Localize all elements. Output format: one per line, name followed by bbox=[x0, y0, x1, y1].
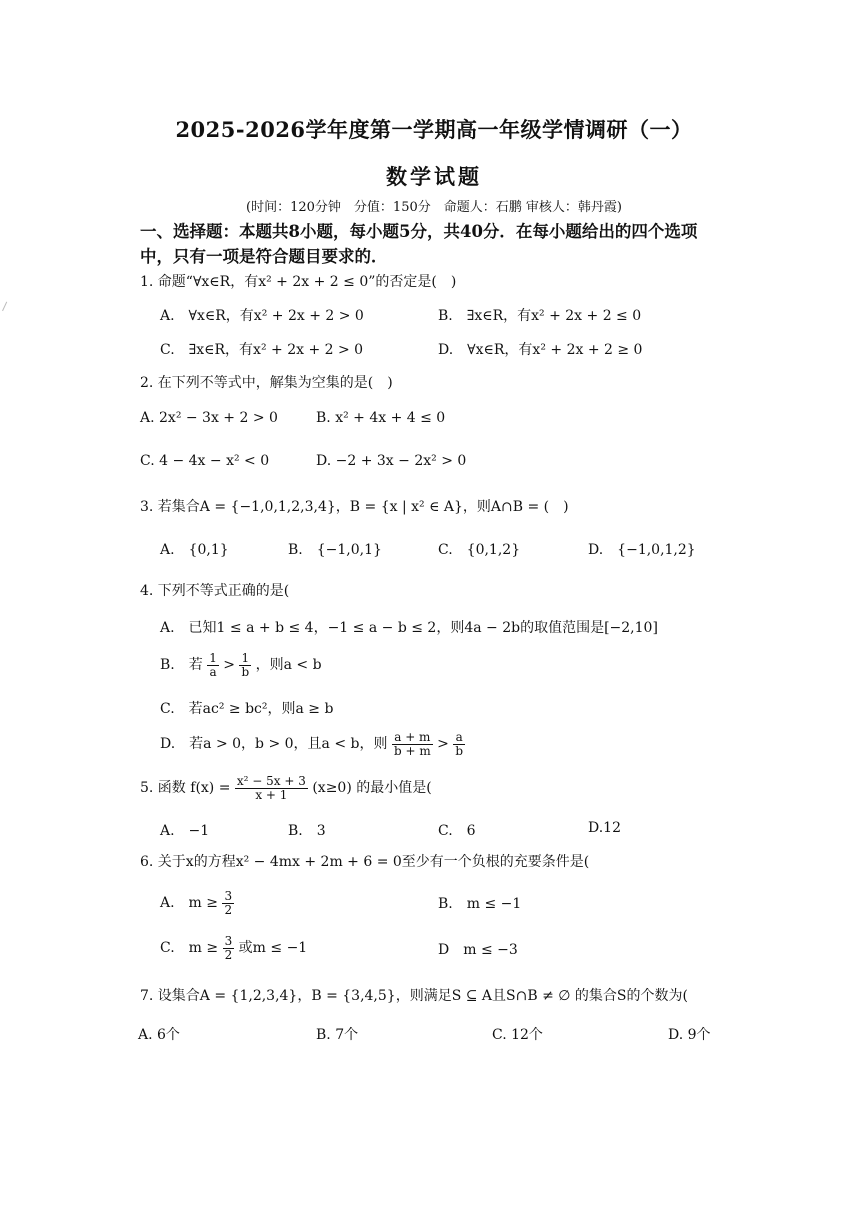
question-7-option-d: D. 9个 bbox=[668, 1027, 711, 1043]
scan-mark bbox=[2, 302, 10, 313]
question-1-option-a: A. ∀x∈R，有x² + 2x + 2 > 0 bbox=[160, 308, 364, 324]
exam-title: 2025-2026学年度第一学期高一年级学情调研（一） bbox=[175, 117, 693, 142]
question-3-option-b: B. {−1,0,1} bbox=[288, 542, 382, 558]
question-5-option-a: A. −1 bbox=[160, 823, 210, 839]
fraction-numerator: 1 bbox=[239, 652, 251, 666]
question-4-option-c: C. 若ac² ≥ bc²，则a ≥ b bbox=[160, 701, 334, 717]
fraction-denominator: a bbox=[209, 664, 217, 679]
question-3-stem: 3. 若集合A = {−1,0,1,2,3,4}，B = {x | x² ∈ A}，则A∩B = ( ) bbox=[140, 499, 569, 515]
fraction-denominator: 2 bbox=[224, 902, 233, 917]
question-2-stem: 2. 在下列不等式中，解集为空集的是( ) bbox=[140, 375, 393, 391]
question-5-prefix: 5. 函数 f(x) = bbox=[140, 780, 231, 797]
question-4-option-b bbox=[160, 652, 322, 678]
question-4-option-b-prefix: B. 若 bbox=[160, 657, 203, 674]
question-1-stem: 1. 命题“∀x∈R，有x² + 2x + 2 ≤ 0”的否定是( ) bbox=[140, 274, 457, 290]
fraction bbox=[207, 652, 219, 678]
fraction-denominator: 2 bbox=[224, 947, 233, 962]
question-6-option-a bbox=[160, 890, 234, 916]
question-7-option-c: C. 12个 bbox=[492, 1027, 543, 1043]
fraction bbox=[223, 935, 235, 961]
question-6-option-d: D m ≤ −3 bbox=[438, 942, 518, 958]
question-6-option-a-prefix: A. m ≥ bbox=[160, 895, 219, 912]
question-5-option-c: C. 6 bbox=[438, 823, 476, 839]
fraction-denominator: x + 1 bbox=[255, 787, 288, 802]
fraction-denominator: b bbox=[241, 664, 250, 679]
fraction-numerator: x² − 5x + 3 bbox=[236, 774, 306, 788]
fraction-numerator: a bbox=[453, 731, 465, 745]
greater-than-sign: > bbox=[437, 736, 449, 753]
fraction bbox=[239, 652, 251, 678]
fraction-numerator: a + m bbox=[392, 731, 433, 745]
greater-than-sign: > bbox=[223, 657, 236, 674]
question-4-option-a: A. 已知1 ≤ a + b ≤ 4，−1 ≤ a − b ≤ 2，则4a − 2b的取值范围是[−2,10] bbox=[160, 620, 658, 636]
question-4-option-d bbox=[160, 731, 465, 757]
question-5-stem bbox=[140, 775, 432, 801]
exam-subtitle: 数学试题 bbox=[386, 164, 482, 189]
question-7-stem: 7. 设集合A = {1,2,3,4}，B = {3,4,5}，则满足S ⊆ A且S∩B ≠ ∅ 的集合S的个数为( bbox=[140, 988, 688, 1004]
question-1-option-b: B. ∃x∈R，有x² + 2x + 2 ≤ 0 bbox=[438, 308, 642, 324]
question-6-option-c-prefix: C. m ≥ bbox=[160, 940, 219, 957]
question-5-suffix: (x≥0) 的最小值是( bbox=[312, 780, 432, 797]
question-6-option-c bbox=[160, 935, 307, 961]
question-6-option-b: B. m ≤ −1 bbox=[438, 896, 522, 912]
section-heading-line2: 中，只有一项是符合题目要求的． bbox=[140, 247, 388, 266]
question-4-option-b-suffix: ，则a < b bbox=[255, 657, 322, 674]
fraction bbox=[222, 890, 234, 916]
question-7-option-b: B. 7个 bbox=[316, 1027, 359, 1043]
question-4-stem: 4. 下列不等式正确的是( bbox=[140, 583, 290, 599]
fraction-numerator: 3 bbox=[224, 934, 233, 948]
question-2-option-d: D. −2 + 3x − 2x² > 0 bbox=[316, 453, 467, 469]
fraction-denominator: b + m bbox=[393, 743, 431, 758]
function-fraction bbox=[235, 775, 308, 801]
fraction-denominator: b bbox=[455, 743, 464, 758]
fraction-numerator: 3 bbox=[224, 889, 233, 903]
section-heading-line1: 一、选择题：本题共8小题，每小题5分，共40分．在每小题给出的四个选项 bbox=[140, 222, 698, 241]
exam-info: (时间：120分钟 分值：150分 命题人：石鹏 审核人：韩丹霞) bbox=[246, 200, 622, 215]
question-2-option-c: C. 4 − 4x − x² < 0 bbox=[140, 453, 270, 469]
question-6-stem: 6. 关于x的方程x² − 4mx + 2m + 6 = 0至少有一个负根的充要条件是( bbox=[140, 854, 590, 870]
question-3-option-c: C. {0,1,2} bbox=[438, 542, 521, 558]
question-5-option-d: D.12 bbox=[588, 820, 621, 836]
question-7-option-a: A. 6个 bbox=[138, 1027, 180, 1043]
question-2-option-a: A. 2x² − 3x + 2 > 0 bbox=[140, 410, 278, 426]
question-6-option-c-suffix: 或m ≤ −1 bbox=[238, 940, 308, 957]
fraction bbox=[392, 731, 433, 757]
question-1-option-d: D. ∀x∈R，有x² + 2x + 2 ≥ 0 bbox=[438, 342, 643, 358]
question-4-option-d-prefix: D. 若a > 0，b > 0，且a < b，则 bbox=[160, 736, 388, 753]
fraction-numerator: 1 bbox=[209, 651, 217, 665]
question-1-option-c: C. ∃x∈R，有x² + 2x + 2 > 0 bbox=[160, 342, 364, 358]
question-3-option-d: D. {−1,0,1,2} bbox=[588, 542, 696, 558]
question-3-option-a: A. {0,1} bbox=[160, 542, 229, 558]
question-5-option-b: B. 3 bbox=[288, 823, 326, 839]
question-2-option-b: B. x² + 4x + 4 ≤ 0 bbox=[316, 410, 446, 426]
fraction bbox=[453, 731, 465, 757]
